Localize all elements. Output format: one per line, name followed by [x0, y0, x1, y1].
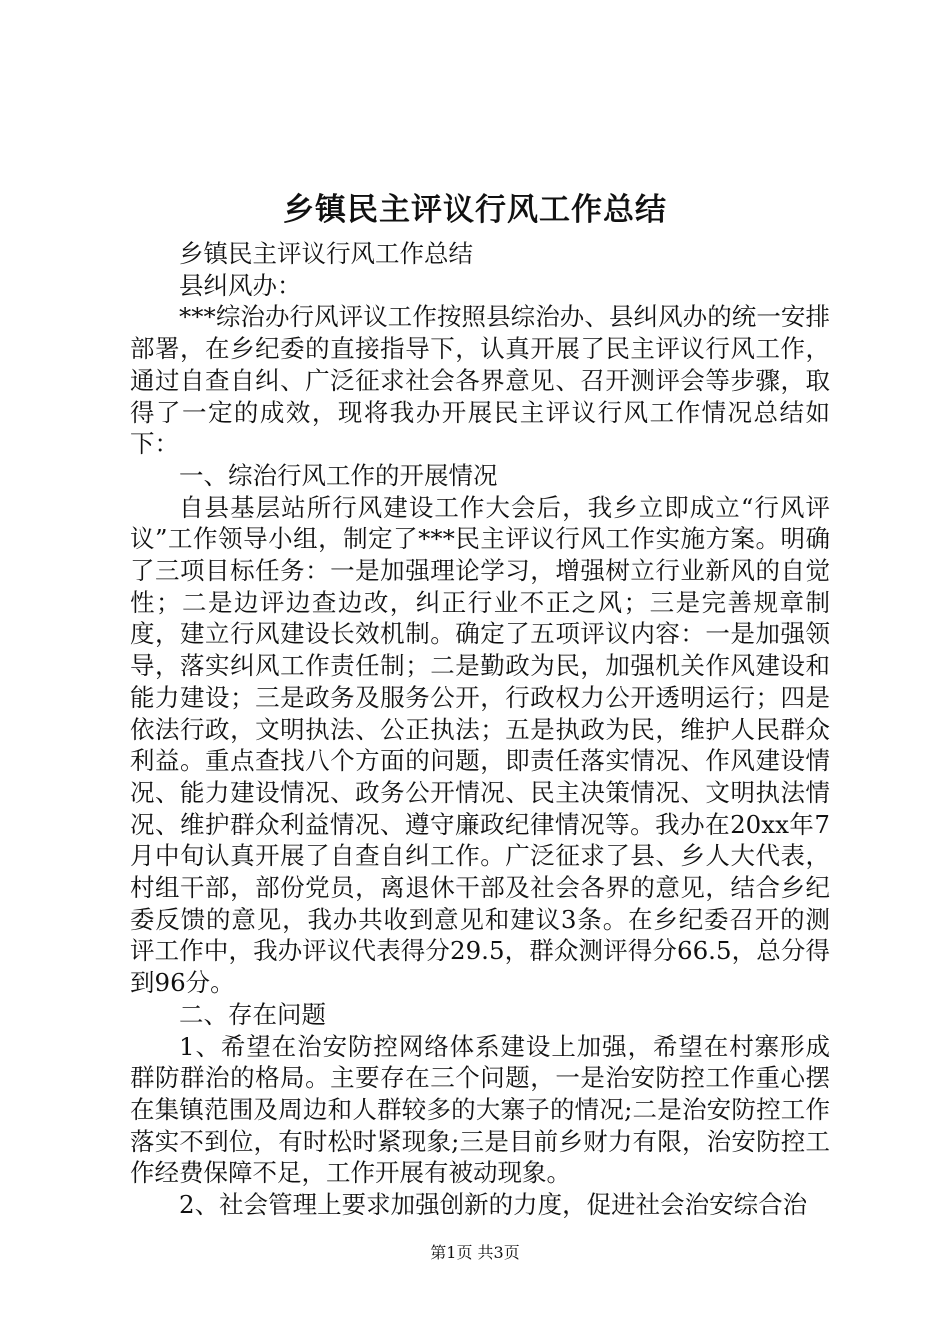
section-1-paragraph: 自县基层站所行风建设工作大会后，我乡立即成立“行风评议”工作领导小组，制定了***民主评议行风工作实施方案。明确了三项目标任务：一是加强理论学习，增强树立行业新风的自觉性；二是边评边查边改，纠正行业不正之风；三是完善规章制度，建立行风建设长效机制。确定了五项评议内容：一是加强领导，落实纠风工作责任制；二是勤政为民，加强机关作风建设和能力建设；三是政务及服务公开，行政权力公开透明运行；四是依法行政，文明执法、公正执法；五是执政为民，维护人民群众利益。重点查找八个方面的问题，即责任落实情况、作风建设情况、能力建设情况、政务公开情况、民主决策情况、文明执法情况、维护群众利益情况、遵守廉政纪律情况等。我办在20xx年7月中旬认真开展了自查自纠工作。广泛征求了县、乡人大代表，村组干部，部份党员，离退休干部及社会各界的意见，结合乡纪委反馈的意见，我办共收到意见和建议3条。在乡纪委召开的测评工作中，我办评议代表得分29.5，群众测评得分66.5，总分得到96分。	[130, 492, 830, 998]
problem-1-paragraph: 1、希望在治安防控网络体系建设上加强，希望在村寨形成群防群治的格局。主要存在三个问题，一是治安防控工作重心摆在集镇范围及周边和人群较多的大寨子的情况;二是治安防控工作落实不到位，有时松时紧现象;三是目前乡财力有限，治安防控工作经费保障不足，工作开展有被动现象。	[130, 1031, 830, 1188]
salutation-paragraph: 县纠风办：	[179, 270, 302, 300]
subtitle-paragraph: 乡镇民主评议行风工作总结	[179, 239, 473, 268]
problem-2-paragraph: 2、社会管理上要求加强创新的力度，促进社会治安综合治	[179, 1190, 808, 1220]
section-heading-1: 一、综治行风工作的开展情况	[179, 460, 498, 490]
page-footer: 第1页 共3页	[430, 1243, 520, 1262]
section-heading-2: 二、存在问题	[179, 999, 326, 1029]
intro-paragraph: ***综治办行风评议工作按照县综治办、县纠风办的统一安排部署，在乡纪委的直接指导下，认真开展了民主评议行风工作，通过自查自纠、广泛征求社会各界意见、召开测评会等步骤，取得了一定的成效，现将我办开展民主评议行风工作情况总结如下：	[130, 302, 830, 459]
document-title: 乡镇民主评议行风工作总结	[283, 192, 667, 228]
document-body	[130, 238, 830, 1221]
